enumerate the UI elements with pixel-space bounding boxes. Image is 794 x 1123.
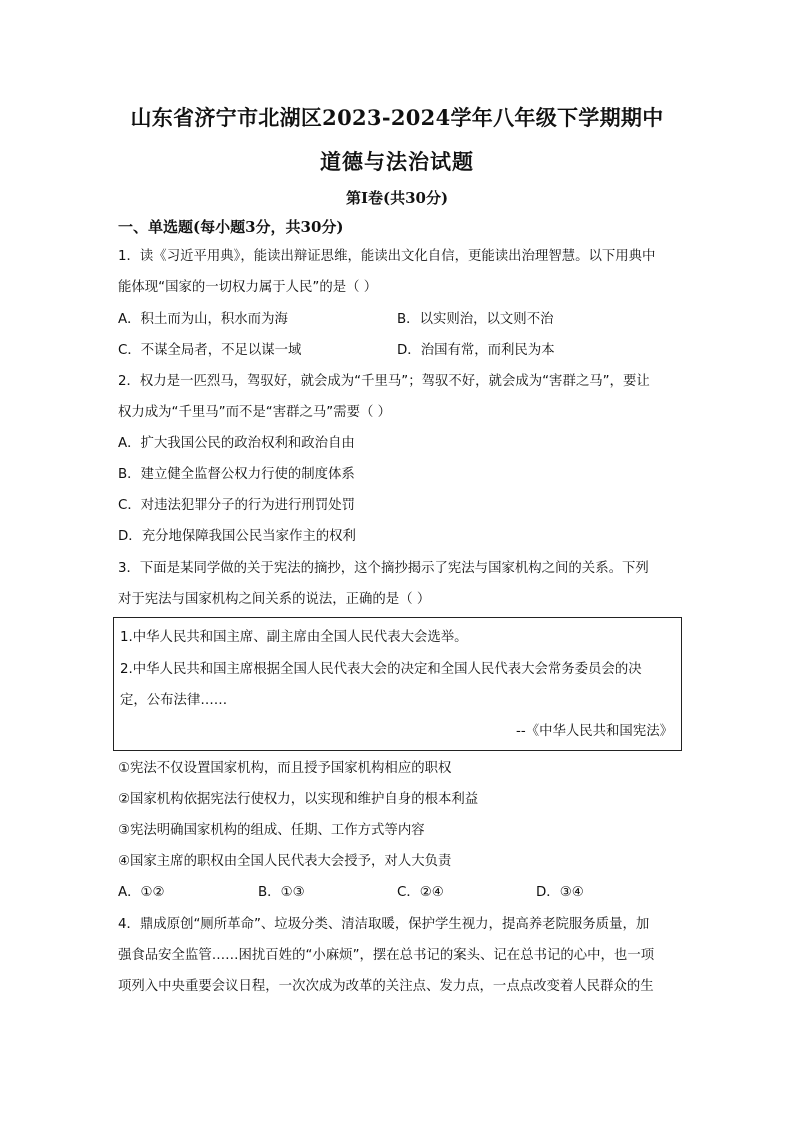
question-2-option-d: D．充分地保障我国公民当家作主的权利 xyxy=(118,529,356,544)
question-1-stem-line-1: 1．读《习近平用典》，能读出辩证思维，能读出文化自信，更能读出治理智慧。以下用典中 xyxy=(118,249,656,264)
constitution-quote-box xyxy=(113,617,682,751)
question-1-option-a: A．积土而为山，积水而为海 xyxy=(118,312,288,327)
exam-title-line1: 山东省济宁市北湖区2023-2024学年八年级下学期期中 xyxy=(130,105,664,130)
quote-line-2: 2.中华人民共和国主席根据全国人民代表大会的决定和全国人民代表大会常务委员会的决 xyxy=(120,662,642,677)
question-2-stem-line-1: 2．权力是一匹烈马，驾驭好，就会成为“千里马”；驾驭不好，就会成为“害群之马”，要让 xyxy=(118,374,650,389)
exam-title-line2: 道德与法治试题 xyxy=(320,149,474,174)
question-3-option-b: B．①③ xyxy=(258,885,305,900)
question-3-stem-line-2: 对于宪法与国家机构之间关系的说法，正确的是（ ） xyxy=(118,592,431,607)
question-1-option-d: D．治国有常，而利民为本 xyxy=(397,343,555,358)
part-heading: 一、单选题(每小题3分，共30分) xyxy=(118,218,344,236)
question-1-option-b: B．以实则治，以文则不治 xyxy=(397,312,554,327)
question-3-statement-3: ③宪法明确国家机构的组成、任期、工作方式等内容 xyxy=(118,823,425,838)
question-2-stem-line-2: 权力成为“千里马”而不是“害群之马”需要（ ） xyxy=(118,405,392,420)
quote-line-3: 定，公布法律…… xyxy=(120,693,228,708)
question-3-statement-2: ②国家机构依据宪法行使权力，以实现和维护自身的根本利益 xyxy=(118,792,479,807)
quote-source: --《中华人民共和国宪法》 xyxy=(516,724,673,739)
question-2-option-b: B．建立健全监督公权力行使的制度体系 xyxy=(118,467,355,482)
question-3-option-d: D．③④ xyxy=(536,885,584,900)
question-3-stem-line-1: 3．下面是某同学做的关于宪法的摘抄，这个摘抄揭示了宪法与国家机构之间的关系。下列 xyxy=(118,561,649,576)
question-3-option-a: A．①② xyxy=(118,885,165,900)
section-title: 第Ⅰ卷(共30分) xyxy=(345,189,449,207)
quote-line-1: 1.中华人民共和国主席、副主席由全国人民代表大会选举。 xyxy=(120,630,468,645)
question-4-stem-line-3: 项列入中央重要会议日程，一次次成为改革的关注点、发力点，一点点改变着人民群众的生 xyxy=(118,979,654,994)
question-2-option-c: C．对违法犯罪分子的行为进行刑罚处罚 xyxy=(118,498,355,513)
question-4-stem-line-2: 强食品安全监管……困扰百姓的“小麻烦”，摆在总书记的案头、记在总书记的心中，也一项 xyxy=(118,948,655,963)
question-3-statement-4: ④国家主席的职权由全国人民代表大会授予，对人大负责 xyxy=(118,854,452,869)
question-1-stem-line-2: 能体现“国家的一切权力属于人民”的是（ ） xyxy=(118,280,378,295)
question-4-stem-line-1: 4．鼎成原创“厕所革命”、垃圾分类、清洁取暖，保护学生视力，提高养老院服务质量，加 xyxy=(118,917,650,932)
question-1-option-c: C．不谋全局者，不足以谋一域 xyxy=(118,343,302,358)
question-3-statement-1: ①宪法不仅设置国家机构，而且授予国家机构相应的职权 xyxy=(118,761,452,776)
question-3-option-c: C．②④ xyxy=(397,885,444,900)
question-2-option-a: A．扩大我国公民的政治权利和政治自由 xyxy=(118,436,355,451)
